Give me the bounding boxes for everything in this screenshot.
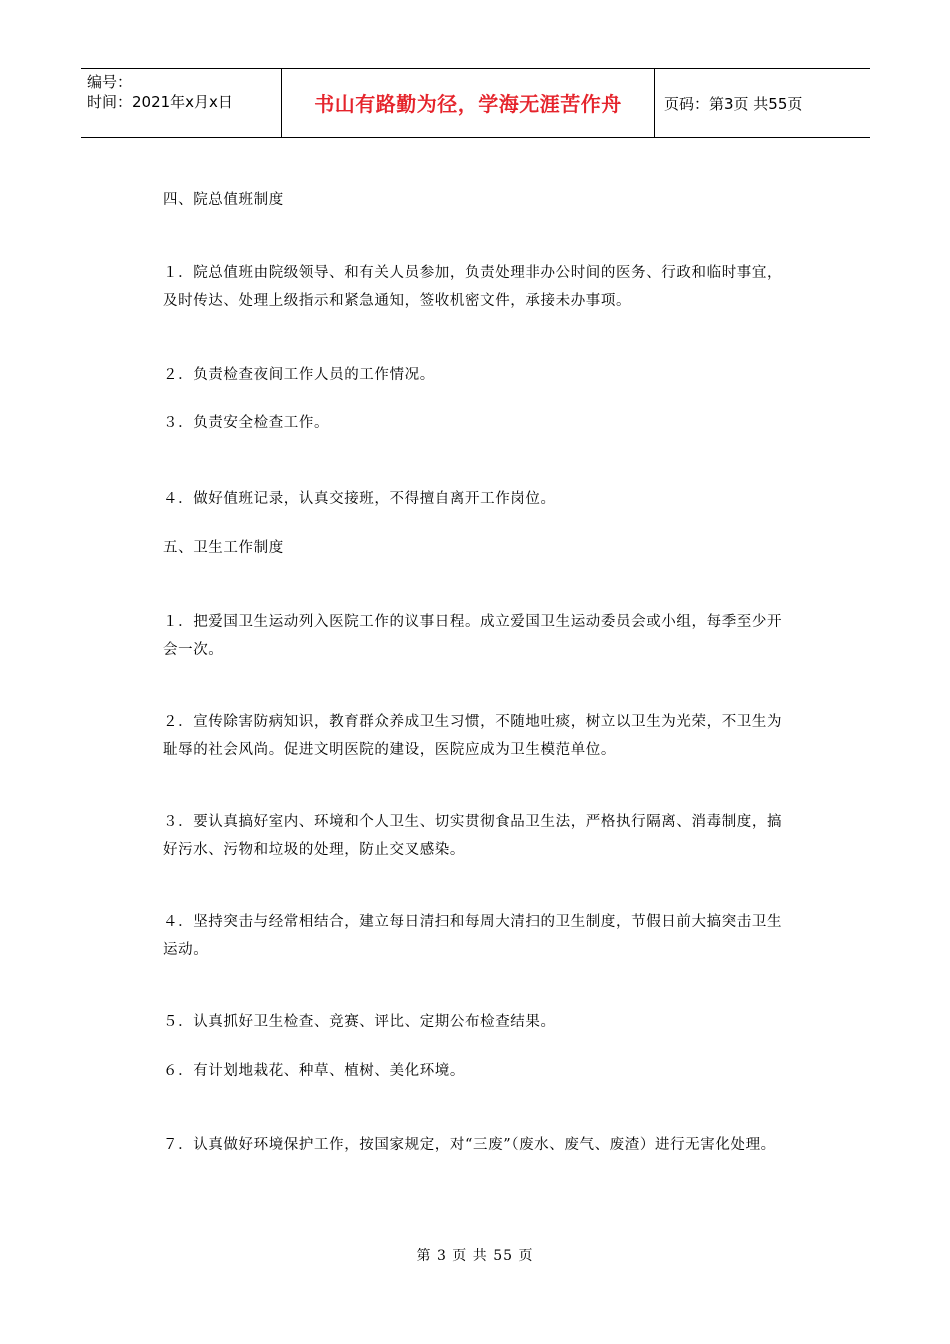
paragraph-hygiene-2: ２．宣传除害防病知识，教育群众养成卫生习惯，不随地吐痰，树立以卫生为光荣，不卫生为耻辱的社会风尚。促进文明医院的建设，医院应成为卫生模范单位。: [163, 714, 783, 758]
paragraph-duty-4: ４．做好值班记录，认真交接班，不得擅自离开工作岗位。: [163, 491, 556, 507]
header-page-cell: [654, 69, 870, 137]
document-number-label: 编号：: [87, 73, 133, 91]
paragraph-hygiene-1: １．把爱国卫生运动列入医院工作的议事日程。成立爱国卫生运动委员会或小组，每季至少开会一次。: [163, 614, 783, 658]
paragraph-hygiene-5: ５．认真抓好卫生检查、竞赛、评比、定期公布检查结果。: [163, 1014, 556, 1030]
paragraph-duty-2: ２．负责检查夜间工作人员的工作情况。: [163, 367, 435, 383]
paragraph-hygiene-7: ７．认真做好环境保护工作，按国家规定，对“三废”（废水、废气、废渣）进行无害化处理。: [163, 1137, 776, 1153]
header-info-cell: [81, 69, 281, 137]
paragraph-hygiene-3: ３．要认真搞好室内、环境和个人卫生、切实贯彻食品卫生法，严格执行隔离、消毒制度，搞好污水、污物和垃圾的处理，防止交叉感染。: [163, 814, 783, 858]
section-heading-hygiene: 五、卫生工作制度: [163, 540, 284, 556]
header-motto-cell: [281, 69, 655, 137]
paragraph-hygiene-6: ６．有计划地栽花、种草、植树、美化环境。: [163, 1063, 465, 1079]
paragraph-hygiene-4: ４．坚持突击与经常相结合，建立每日清扫和每周大清扫的卫生制度，节假日前大搞突击卫生运动。: [163, 914, 783, 958]
paragraph-duty-1: １．院总值班由院级领导、和有关人员参加，负责处理非办公时间的医务、行政和临时事宜，及时传达、处理上级指示和紧急通知，签收机密文件，承接未办事项。: [163, 265, 783, 309]
paragraph-duty-3: ３．负责安全检查工作。: [163, 415, 330, 431]
section-heading-night-duty: 四、院总值班制度: [163, 192, 284, 208]
page-footer: 第 3 页 共 55 页: [416, 1248, 534, 1264]
header-page-code: 页码：第3页 共55页: [664, 95, 803, 113]
header-motto: 书山有路勤为径，学海无涯苦作舟: [314, 92, 622, 116]
document-date: 时间：2021年x月x日: [87, 93, 233, 111]
page-header: [81, 68, 870, 138]
